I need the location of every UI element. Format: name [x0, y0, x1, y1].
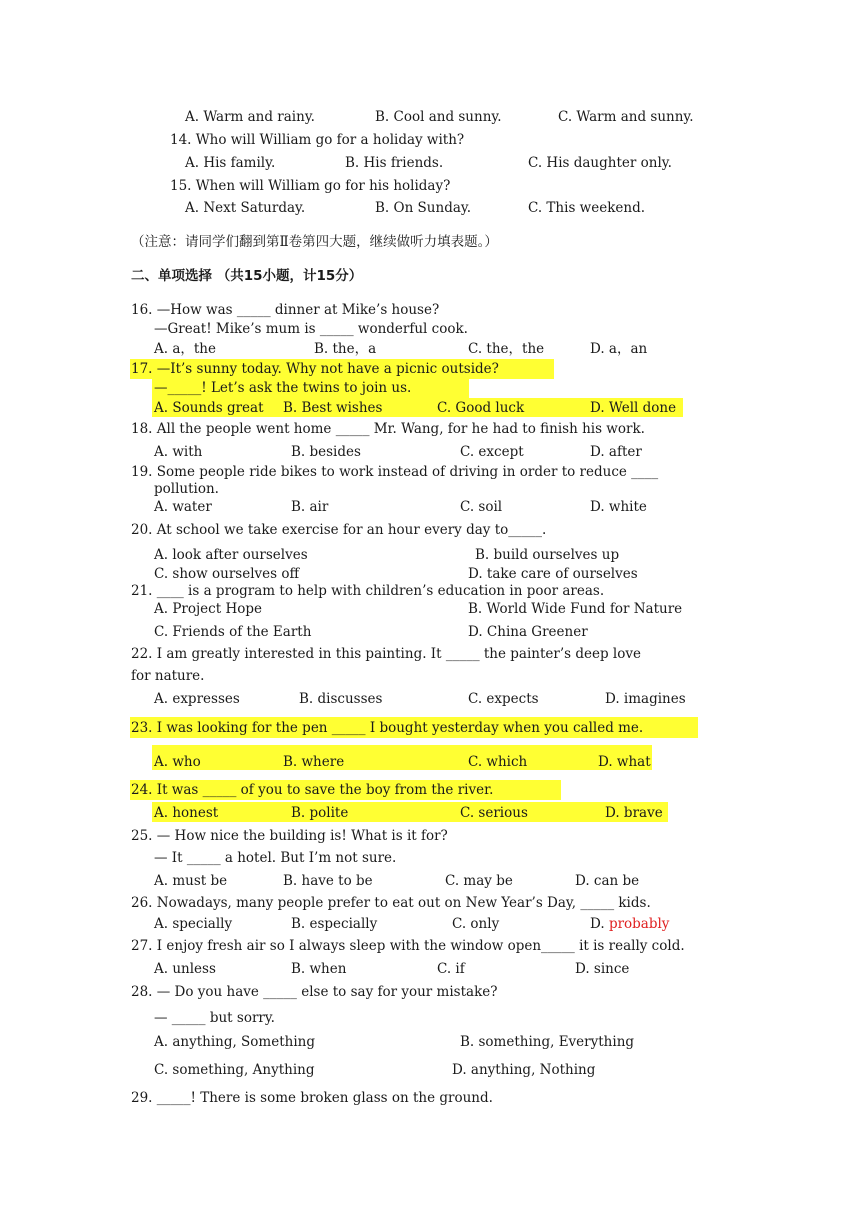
- q14-option-c: C. His daughter only.: [528, 155, 672, 171]
- q26-option-d-text: probably: [608, 916, 670, 932]
- q21-option-a: A. Project Hope: [154, 601, 262, 617]
- q26-line1: 26. Nowadays, many people prefer to eat out on New Year’s Day, _____ kids.: [131, 895, 651, 911]
- q28-option-a: A. anything, Something: [154, 1034, 315, 1050]
- q28-option-b: B. something, Everything: [460, 1034, 635, 1050]
- q16-line2: —Great! Mike’s mum is _____ wonderful cook.: [154, 321, 468, 337]
- q15-option-a: A. Next Saturday.: [185, 200, 306, 216]
- q24-option-c: C. serious: [460, 805, 528, 821]
- q16-option-a: A. a，the: [154, 341, 216, 357]
- q17-option-d: D. Well done: [590, 400, 677, 416]
- q19-line2: pollution.: [154, 481, 219, 497]
- q20-line1: 20. At school we take exercise for an hour every day to_____.: [131, 522, 547, 538]
- q25-option-a: A. must be: [154, 873, 228, 889]
- q14-stem: 14. Who will William go for a holiday with?: [170, 132, 465, 148]
- q15-stem: 15. When will William go for his holiday?: [170, 178, 451, 194]
- q21-option-d: D. China Greener: [468, 624, 588, 640]
- q28-line1: 28. — Do you have _____ else to say for your mistake?: [131, 984, 498, 1000]
- q24-option-a: A. honest: [154, 805, 219, 821]
- q13-option-c: C. Warm and sunny.: [558, 109, 694, 125]
- q28-line2: — _____ but sorry.: [154, 1010, 275, 1026]
- q27-option-a: A. unless: [154, 961, 216, 977]
- q23-option-a: A. who: [154, 754, 201, 770]
- q22-option-b: B. discusses: [299, 691, 383, 707]
- q13-option-a: A. Warm and rainy.: [185, 109, 315, 125]
- q23-highlight-2: [152, 745, 652, 770]
- q19-option-c: C. soil: [460, 499, 503, 515]
- q22-option-c: C. expects: [468, 691, 539, 707]
- q16-option-d: D. a，an: [590, 341, 648, 357]
- q25-line2: — It _____ a hotel. But I’m not sure.: [154, 850, 397, 866]
- q26-option-a: A. specially: [154, 916, 233, 932]
- q21-option-c: C. Friends of the Earth: [154, 624, 312, 640]
- q23-line1: 23. I was looking for the pen _____ I bought yesterday when you called me.: [131, 720, 644, 736]
- q17-option-b: B. Best wishes: [283, 400, 383, 416]
- q22-option-a: A. expresses: [154, 691, 240, 707]
- q18-option-c: C. except: [460, 444, 524, 460]
- q14-option-b: B. His friends.: [345, 155, 444, 171]
- q22-line2: for nature.: [131, 668, 205, 684]
- q18-option-d: D. after: [590, 444, 642, 460]
- q16-option-b: B. the，a: [314, 341, 377, 357]
- section-title: 二、单项选择 （共15小题，计15分）: [131, 268, 363, 284]
- q21-option-b: B. World Wide Fund for Nature: [468, 601, 683, 617]
- q26-option-c: C. only: [452, 916, 500, 932]
- q27-option-c: C. if: [437, 961, 465, 977]
- q26-option-d-letter: D.: [590, 916, 609, 932]
- q23-option-c: C. which: [468, 754, 528, 770]
- q24-line1: 24. It was _____ of you to save the boy from the river.: [131, 782, 494, 798]
- q16-line1: 16. —How was _____ dinner at Mike’s house?: [131, 302, 440, 318]
- q29-line1: 29. _____! There is some broken glass on the ground.: [131, 1090, 493, 1106]
- q20-option-c: C. show ourselves off: [154, 566, 300, 582]
- q14-option-a: A. His family.: [185, 155, 276, 171]
- q17-option-a: A. Sounds great: [154, 400, 264, 416]
- q17-line1: 17. —It’s sunny today. Why not have a picnic outside?: [131, 361, 499, 377]
- q19-option-b: B. air: [291, 499, 329, 515]
- q15-option-b: B. On Sunday.: [375, 200, 472, 216]
- q28-option-c: C. something, Anything: [154, 1062, 315, 1078]
- q18-option-a: A. with: [154, 444, 203, 460]
- q24-option-d: D. brave: [605, 805, 663, 821]
- q27-line1: 27. I enjoy fresh air so I always sleep with the window open_____ it is really cold.: [131, 938, 685, 954]
- q19-option-d: D. white: [590, 499, 647, 515]
- q26-option-d: [590, 915, 669, 933]
- q22-line1: 22. I am greatly interested in this painting. It _____ the painter’s deep love: [131, 646, 641, 662]
- q22-option-d: D. imagines: [605, 691, 686, 707]
- listening-note: （注意：请同学们翻到第Ⅱ卷第四大题，继续做听力填表题。）: [131, 234, 498, 250]
- q20-option-b: B. build ourselves up: [475, 547, 620, 563]
- q19-option-a: A. water: [154, 499, 212, 515]
- q24-highlight-2: [152, 802, 668, 822]
- q25-option-d: D. can be: [575, 873, 640, 889]
- q23-option-d: D. what: [598, 754, 651, 770]
- q19-line1: 19. Some people ride bikes to work instead of driving in order to reduce ____: [131, 464, 659, 480]
- q27-option-d: D. since: [575, 961, 630, 977]
- q23-option-b: B. where: [283, 754, 345, 770]
- q15-option-c: C. This weekend.: [528, 200, 645, 216]
- q18-option-b: B. besides: [291, 444, 361, 460]
- q26-option-b: B. especially: [291, 916, 378, 932]
- q21-line1: 21. ____ is a program to help with children’s education in poor areas.: [131, 583, 605, 599]
- q27-option-b: B. when: [291, 961, 347, 977]
- q25-option-c: C. may be: [445, 873, 513, 889]
- q20-option-a: A. look after ourselves: [154, 547, 308, 563]
- q17-line2: —_____! Let’s ask the twins to join us.: [154, 380, 412, 396]
- q20-option-d: D. take care of ourselves: [468, 566, 638, 582]
- q24-option-b: B. polite: [291, 805, 349, 821]
- q17-option-c: C. Good luck: [437, 400, 525, 416]
- q25-option-b: B. have to be: [283, 873, 373, 889]
- q13-option-b: B. Cool and sunny.: [375, 109, 502, 125]
- q25-line1: 25. — How nice the building is! What is it for?: [131, 828, 448, 844]
- q16-option-c: C. the，the: [468, 341, 545, 357]
- q18-line1: 18. All the people went home _____ Mr. Wang, for he had to finish his work.: [131, 421, 645, 437]
- q28-option-d: D. anything, Nothing: [452, 1062, 596, 1078]
